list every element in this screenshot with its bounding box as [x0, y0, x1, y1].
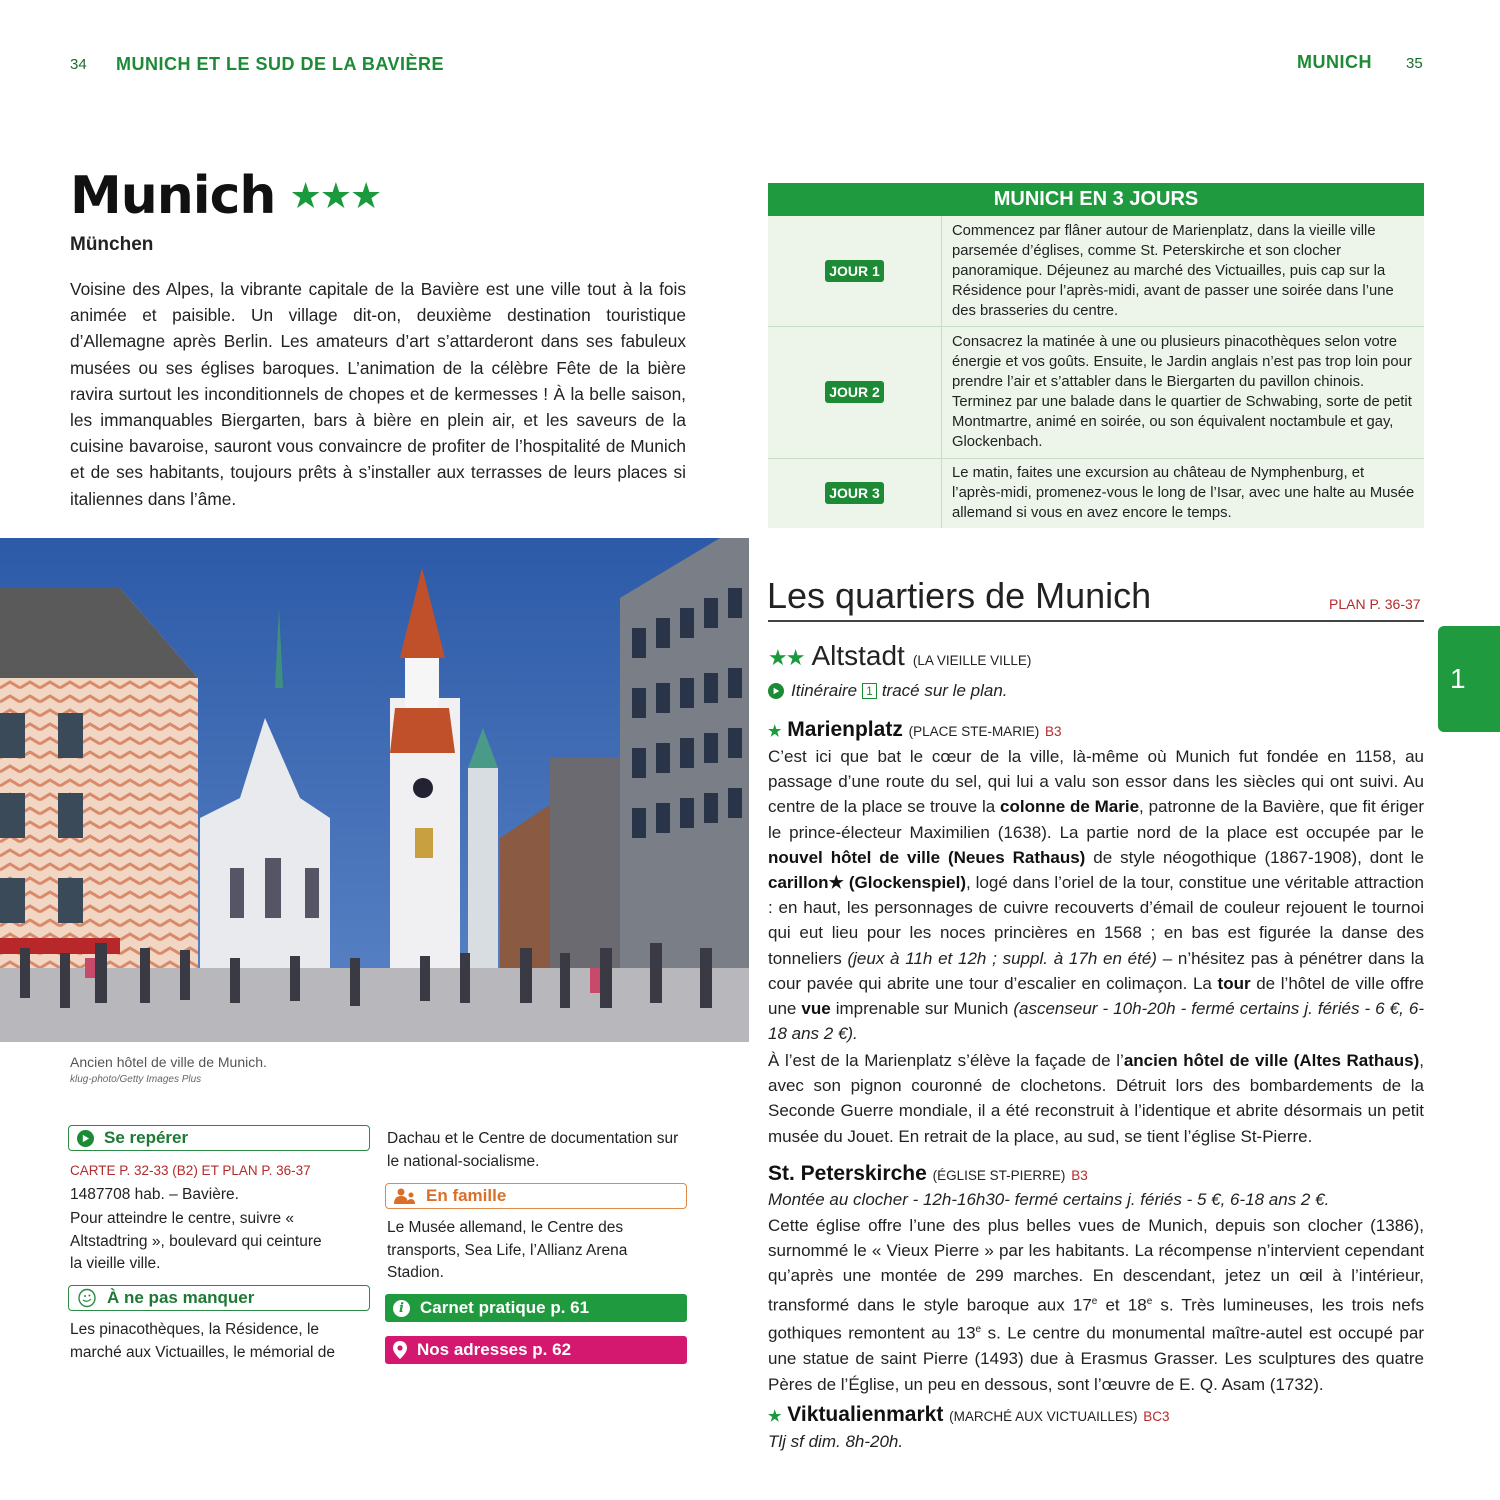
marienplatz-heading: [768, 718, 1062, 742]
altstadt-paren: (LA VIEILLE VILLE): [912, 653, 1032, 668]
nos-adresses-label: Nos adresses p. 62: [417, 1340, 572, 1359]
rating-stars-icon: ★★★: [289, 175, 381, 216]
subtitle: München: [70, 234, 154, 255]
peterskirche-hours: Montée au clocher - 12h-16h30- fermé certains j. fériés - 5 €, 6-18 ans 2 €.: [768, 1190, 1330, 1209]
photo-caption: Ancien hôtel de ville de Munich.: [70, 1054, 267, 1070]
title-text: Munich: [70, 166, 276, 226]
day-badge: JOUR 1: [825, 260, 884, 282]
marienplatz-paragraph-1: [768, 744, 1424, 1046]
info-icon: i: [393, 1300, 410, 1317]
se-reperer-population: 1487708 hab. – Bavière.: [70, 1186, 239, 1203]
table-row: [768, 216, 1424, 326]
text-run: de l’hôtel de ville offre une: [768, 973, 1424, 1019]
page-number-right: 35: [1406, 55, 1423, 72]
se-reperer-text: Pour atteindre le centre, suivre « Altstadtring », boulevard qui ceinture la vieille ville.: [70, 1210, 322, 1272]
chapter-tab[interactable]: 1: [1438, 626, 1500, 732]
itinerary-note-pre: Itinéraire: [791, 681, 858, 700]
photo-illustration: [0, 538, 749, 1042]
text-run: , logé dans l’oriel de la tour, constitue une véritable attraction : en haut, les personnages de cuivre recouverts d’émail de couleur rejouent le tournoi qui eut lieu pour les noces princières en 1568 ; en bas est figurée la danse des tonneliers: [768, 873, 1424, 968]
text-run: Cette église offre l’une des plus belles vues de Munich, depuis son clocher (1386), surnommé le « Vieux Pierre » par les habitants. La récompense n’intervient cependant qu’après une montée de 299 marches. En descendant, jetez un œil à l’intérieur, transformé dans le style baroque aux 17: [768, 1216, 1424, 1315]
ne-pas-manquer-continued: Dachau et le Centre de documentation sur le national-socialisme.: [387, 1130, 679, 1170]
page-title: [70, 166, 380, 226]
day-description: Le matin, faites une excursion au château de Nymphenburg, et l’après-midi, promenez-vous le long de l’Isar, avec une halte au Musée allemand si vous en avez encore le temps.: [942, 458, 1425, 528]
highlight-altes-rathaus: ancien hôtel de ville (Altes Rathaus): [1123, 1051, 1420, 1070]
se-reperer-map-ref[interactable]: CARTE P. 32-33 (B2) ET PLAN P. 36-37: [70, 1163, 311, 1178]
viktualienmarkt-paren: (MARCHÉ AUX VICTUAILLES): [949, 1409, 1138, 1424]
marienplatz-paren: (PLACE STE-MARIE): [908, 724, 1040, 739]
text-run: , patronne de la Bavière, que fit ériger le prince-électeur Maximilien (1638). La partie nord de la place est occupée par le: [768, 797, 1424, 842]
superscript: e: [975, 1324, 982, 1336]
tower-hours: (ascenseur - 10h-20h - fermé certains j. fériés - 6 €, 6-18 ans 2 €).: [768, 999, 1424, 1044]
running-title-left: MUNICH ET LE SUD DE LA BAVIÈRE: [116, 54, 445, 74]
text-run: s. Très lumineuses, les trois nefs gothiques remontent au 13: [768, 1295, 1424, 1344]
day-description: Consacrez la matinée à une ou plusieurs pinacothèques selon votre énergie et vos goûts. Ensuite, le Jardin anglais n’est pas trop loin pour prendre l’air et s’attabler dans le Biergarten du pavillon chinois. Terminez par une balade dans le quartier de Schwabing, sorte de petit Montmartre, animé en soirée, ou son équivalent noctambule et gay, Glockenbach.: [942, 326, 1425, 458]
running-title-right: MUNICH: [1297, 52, 1372, 72]
en-famille-text: Le Musée allemand, le Centre des transports, Sea Life, l’Allianz Arena Stadion.: [387, 1219, 628, 1281]
en-famille-header: [385, 1183, 687, 1209]
peterskirche-paragraph: [768, 1213, 1424, 1397]
itinerary-note-post: tracé sur le plan.: [881, 681, 1008, 700]
itinerary-note: [768, 681, 1008, 701]
text-run: s. Le centre du monumental maître-autel est occupé par une statue de saint Pierre (1493) due à Erasmus Grasser. Les sculptures des quatre Pères de l’Église, un peu en dessous, sont l’œuvre de E. Q. Asam (1732).: [768, 1324, 1424, 1394]
highlight-carillon: carillon★ (Glockenspiel): [768, 873, 967, 893]
route-number-badge: 1: [862, 683, 877, 699]
peterskirche-name: St. Peterskirche: [768, 1162, 927, 1185]
viktualienmarkt-hours: Tlj sf dim. 8h-20h.: [768, 1432, 904, 1451]
text-run: C’est ici que bat le cœur de la ville, là-même où Munich fut fondée en 1158, au passage d’une route du sel, qui lui a valu son essor dans les siècles qui ont suivi. Au centre de la place se trouve la: [768, 747, 1424, 817]
day-description: Commencez par flâner autour de Marienplatz, dans la vieille ville parsemée d’églises, comme St. Peterskirche et son clocher panoramique. Déjeunez au marché des Victuailles, puis cap sur la Résidence pour l’après-midi, avant de passer une soirée dans l’une des brasseries du centre.: [942, 216, 1425, 326]
peterskirche-heading: [768, 1162, 1088, 1186]
viktualienmarkt-map-ref[interactable]: BC3: [1143, 1409, 1170, 1424]
family-icon: [394, 1188, 416, 1204]
star-icon: ★: [768, 723, 782, 740]
se-reperer-header: [68, 1125, 370, 1151]
highlight-vue: vue: [801, 999, 831, 1019]
peterskirche-paren: (ÉGLISE ST-PIERRE): [932, 1168, 1066, 1183]
superscript: e: [1091, 1295, 1098, 1307]
table-row: [768, 326, 1424, 458]
highlight-colonne: colonne de Marie: [1000, 797, 1140, 817]
photo-altes-rathaus: [0, 538, 749, 1042]
se-reperer-label: Se repérer: [104, 1128, 189, 1147]
section-divider: [768, 620, 1424, 622]
intro-paragraph: Voisine des Alpes, la vibrante capitale de la Bavière est une ville tout à la fois animée et paisible. Un village dit-on, deuxième destination touristique d’Allemagne après Berlin. Les amateurs d’art s’attarderont dans ses fabuleux musées ou ses églises baroques. L’animation de la célèbre Fête de la bière ravira surtout les inconditionnels de chopes et de kermesses ! À la belle saison, les immanquables Biergarten, bars à bière en plein air, et les saveurs de la cuisine bavaroise, sauront vous convaincre de profiter de l’hospitalité de Munich et de ses habitants, toujours prêts à s’installer aux terrasses de leurs places si italiennes dans l’âme.: [70, 279, 686, 509]
rating-stars-icon: ★★: [768, 645, 804, 670]
marienplatz-name: Marienplatz: [787, 718, 903, 741]
play-circle-icon: [77, 1130, 94, 1147]
day-badge: JOUR 3: [825, 482, 884, 504]
altstadt-name: Altstadt: [811, 640, 905, 671]
carnet-pratique-label: Carnet pratique p. 61: [420, 1298, 590, 1317]
play-circle-icon: [768, 683, 784, 699]
text-run: de style néogothique (1867-1908), dont le: [1085, 847, 1424, 867]
en-famille-label: En famille: [426, 1186, 507, 1205]
star-icon: ★: [768, 1408, 782, 1425]
altstadt-heading: [768, 640, 1031, 672]
marienplatz-map-ref[interactable]: B3: [1045, 724, 1062, 739]
ne-pas-manquer-label: À ne pas manquer: [107, 1288, 255, 1307]
highlight-neues-rathaus: nouvel hôtel de ville (Neues Rathaus): [768, 847, 1086, 867]
nos-adresses-button[interactable]: [385, 1336, 687, 1364]
carillon-hours: (jeux à 11h et 12h ; suppl. à 17h en été): [847, 948, 1157, 968]
highlight-tour: tour: [1217, 973, 1251, 993]
marienplatz-paragraph-2: [768, 1048, 1424, 1149]
text-run: imprenable sur Munich: [830, 999, 1014, 1019]
viktualienmarkt-heading: [768, 1403, 1170, 1427]
ne-pas-manquer-header: [68, 1285, 370, 1311]
photo-credit: klug-photo/Getty Images Plus: [70, 1074, 202, 1085]
superscript: e: [1146, 1295, 1153, 1307]
location-pin-icon: [393, 1341, 407, 1359]
section-title: Les quartiers de Munich: [767, 575, 1152, 616]
day-badge: JOUR 2: [825, 381, 884, 403]
text-run: À l’est de la Marienplatz s’élève la façade de l’: [768, 1051, 1124, 1070]
itinerary-table: [768, 183, 1424, 528]
itinerary-title: MUNICH EN 3 JOURS: [768, 183, 1424, 216]
text-run: , avec son pignon couronné de clochetons. Détruit lors des bombardements de la Seconde Guerre mondiale, il a été reconstruit à l’identique et abrite désormais un petit musée du Jouet. En retrait de la place, au sud, se tient l’église St-Pierre.: [768, 1051, 1424, 1146]
ne-pas-manquer-text: Les pinacothèques, la Résidence, le marché aux Victuailles, le mémorial de: [70, 1321, 336, 1361]
peterskirche-map-ref[interactable]: B3: [1071, 1168, 1088, 1183]
plan-reference[interactable]: PLAN P. 36-37: [1329, 596, 1421, 612]
text-run: – n’hésitez pas à pénétrer dans la cour pavée qui abrite une tour d’escalier en colimaçon. La: [768, 948, 1425, 993]
viktualienmarkt-name: Viktualienmarkt: [787, 1403, 944, 1426]
text-run: et 18: [1097, 1295, 1147, 1315]
page-number-left: 34: [70, 56, 87, 73]
table-row: [768, 458, 1424, 528]
bibendum-icon: [77, 1288, 97, 1308]
carnet-pratique-button[interactable]: [385, 1294, 687, 1322]
